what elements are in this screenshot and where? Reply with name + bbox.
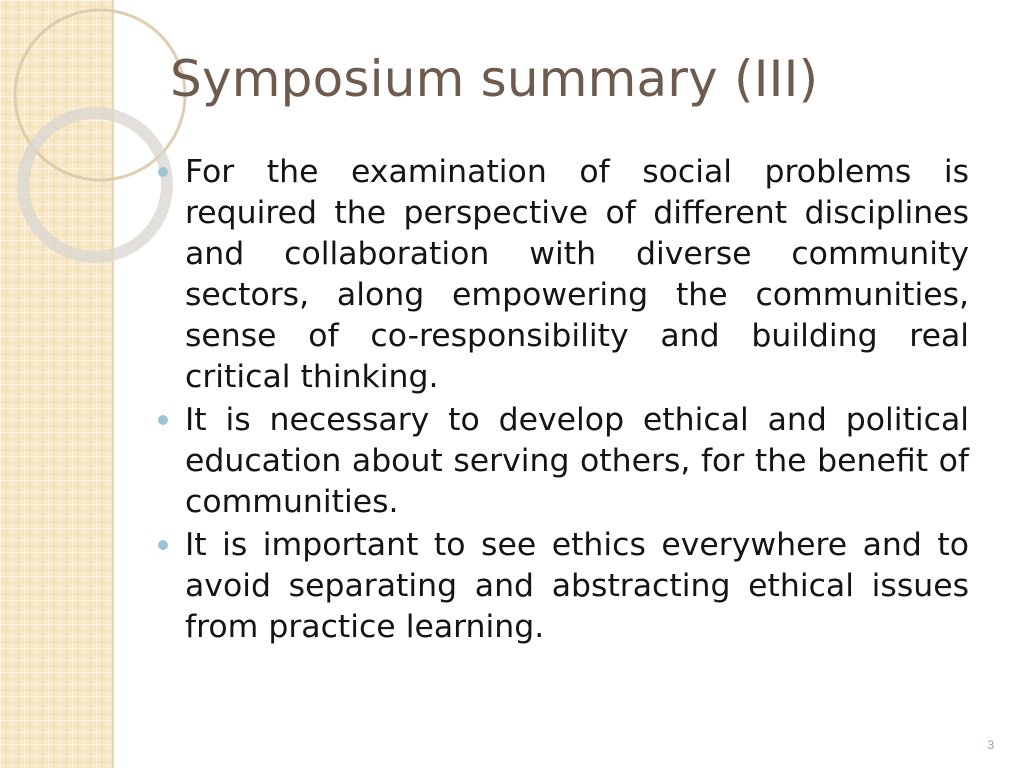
bullet-list [157, 152, 969, 650]
decorative-ring-small [23, 113, 167, 257]
bullet-item [157, 525, 969, 648]
slide-title: Symposium summary (III) [170, 50, 819, 108]
bullet-dot-icon [158, 167, 168, 177]
bullet-text: It is necessary to develop ethical and political education about serving others, for the benefit of communities. [185, 402, 969, 520]
bullet-item [157, 400, 969, 523]
bullet-dot-icon [158, 540, 168, 550]
bullet-text: It is important to see ethics everywhere and to avoid separating and abstracting ethical issues from practice learning. [185, 527, 969, 645]
bullet-item [157, 152, 969, 398]
bullet-dot-icon [158, 415, 168, 425]
page-number: 3 [987, 738, 994, 752]
bullet-text: For the examination of social problems is required the perspective of different disciplines and collaboration with diverse community sectors, along empowering the communities, sense of co-responsibility and building real critical thinking. [185, 154, 969, 395]
